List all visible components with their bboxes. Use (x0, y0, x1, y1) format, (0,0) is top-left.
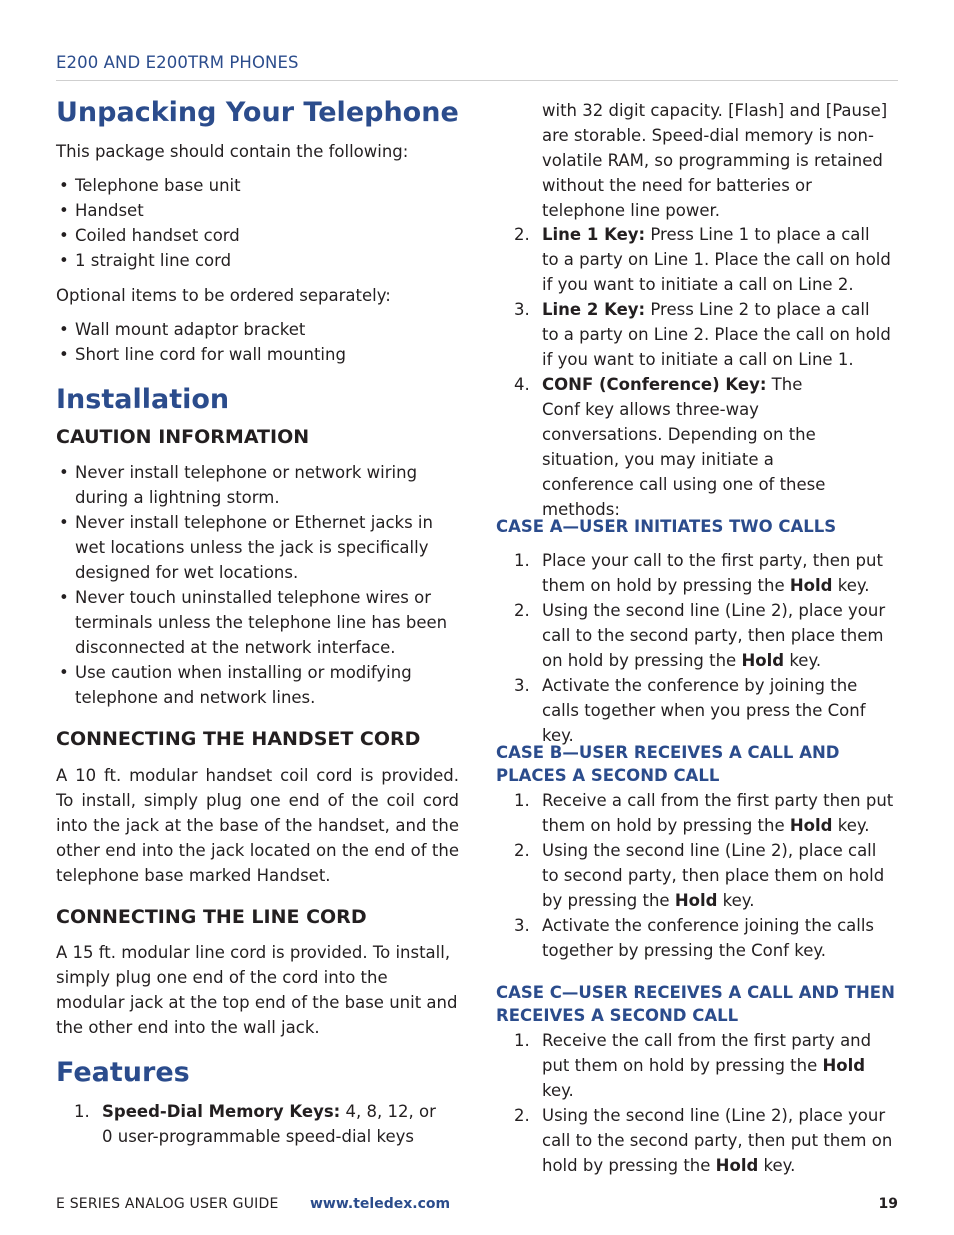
running-header: E200 AND E200TRM PHONES (56, 53, 299, 72)
item-number: 3. (514, 676, 530, 695)
unpacking-intro: This package should contain the following: (56, 142, 409, 161)
list-item (496, 673, 898, 748)
case-c-steps (496, 1028, 898, 1178)
features-list-continued (496, 222, 891, 522)
footer-url-link[interactable]: www.teledex.com (310, 1196, 451, 1212)
list-item: • Short line cord for wall mounting (56, 342, 346, 367)
item-number: 1. (514, 551, 530, 570)
case-a-title: CASE A—USER INITIATES TWO CALLS (496, 517, 837, 536)
list-item: • Use caution when installing or modifying telephone and network lines. (56, 660, 459, 710)
hold-key-label: Hold (789, 816, 833, 835)
step-text-end: key. (832, 816, 870, 835)
item-number: 3. (514, 916, 530, 935)
handset-cord-title: CONNECTING THE HANDSET CORD (56, 728, 421, 750)
list-item (56, 1099, 436, 1149)
step-text-end: key. (832, 576, 870, 595)
caution-title: CAUTION INFORMATION (56, 426, 310, 448)
item-number: 1. (74, 1102, 90, 1121)
unpacking-title: Unpacking Your Telephone (56, 97, 459, 128)
list-item (496, 598, 898, 673)
step-text-end: key. (717, 891, 755, 910)
item-text: The Conf key allows three-way conversations. Depending on the situation, you may initiate a conference call using one of these methods: (542, 375, 826, 519)
step-text: Activate the conference by joining the calls together when you press the Conf key. (542, 676, 866, 745)
step-text: Receive the call from the first party and put them on hold by pressing the (542, 1031, 872, 1075)
hold-key-label: Hold (789, 576, 833, 595)
step-text-end: key. (542, 1081, 574, 1100)
hold-key-label: Hold (822, 1056, 866, 1075)
item-number: 1. (514, 791, 530, 810)
features-title: Features (56, 1057, 190, 1088)
line-cord-text: A 15 ft. modular line cord is provided. To install, simply plug one end of the cord into the modular jack at the top end of the base unit and the other end into the wall jack. (56, 943, 458, 1037)
item-label: Speed-Dial Memory Keys: (102, 1102, 341, 1121)
list-item: • Coiled handset cord (56, 223, 241, 248)
list-item: • Never touch uninstalled telephone wires or terminals unless the telephone line has been disconnected at the network interface. (56, 585, 459, 660)
step-text: Receive a call from the first party then put them on hold by pressing the (542, 791, 894, 835)
installation-title: Installation (56, 384, 230, 415)
list-item (496, 1103, 898, 1178)
item-label: Line 2 Key: (542, 300, 646, 319)
item-number: 2. (514, 225, 530, 244)
list-item: • Never install telephone or network wiring during a lightning storm. (56, 460, 459, 510)
case-c-title: CASE C—USER RECEIVES A CALL AND THEN RECEIVES A SECOND CALL (496, 983, 895, 1025)
package-contents-list (56, 173, 241, 273)
list-item (496, 222, 891, 297)
item-number: 2. (514, 601, 530, 620)
hold-key-label: Hold (741, 651, 785, 670)
case-a-steps (496, 548, 898, 748)
item-number: 2. (514, 1106, 530, 1125)
step-text: Using the second line (Line 2), place call to second party, then place them on hold by pressing the (542, 841, 885, 910)
header-rule (56, 80, 898, 81)
optional-items-list (56, 317, 346, 367)
list-item: • Never install telephone or Ethernet jacks in wet locations unless the jack is specifically designed for wet locations. (56, 510, 459, 585)
step-text: Place your call to the first party, then put them on hold by pressing the (542, 551, 883, 595)
item-number: 3. (514, 300, 530, 319)
item-number: 2. (514, 841, 530, 860)
optional-intro: Optional items to be ordered separately: (56, 286, 391, 305)
list-item (496, 788, 898, 838)
list-item (496, 913, 898, 963)
footer-guide-title: E SERIES ANALOG USER GUIDE (56, 1196, 279, 1212)
case-b-steps (496, 788, 898, 963)
list-item: • Wall mount adaptor bracket (56, 317, 346, 342)
list-item (496, 548, 898, 598)
step-text: Using the second line (Line 2), place your call to the second party, then put them on hold by pressing the (542, 1106, 893, 1175)
step-text-end: key. (758, 1156, 796, 1175)
item-label: Line 1 Key: (542, 225, 646, 244)
page-number: 19 (878, 1196, 898, 1212)
list-item: • Handset (56, 198, 241, 223)
speed-dial-continuation: with 32 digit capacity. [Flash] and [Pause] are storable. Speed-dial memory is non-volatile RAM, so programming is retained without the need for batteries or telephone line power. (542, 101, 888, 220)
list-item (496, 838, 898, 913)
item-text: 4, 8, 12, or 0 user-programmable speed-dial keys (102, 1102, 436, 1146)
hold-key-label: Hold (674, 891, 718, 910)
step-text: Using the second line (Line 2), place your call to the second party, then place them on hold by pressing the (542, 601, 886, 670)
item-number: 4. (514, 375, 530, 394)
list-item (496, 1028, 898, 1103)
list-item: • 1 straight line cord (56, 248, 241, 273)
step-text: Activate the conference joining the calls together by pressing the Conf key. (542, 916, 875, 960)
item-number: 1. (514, 1031, 530, 1050)
step-text-end: key. (784, 651, 822, 670)
item-text: Press Line 2 to place a call to a party on Line 2. Place the call on hold if you want to initiate a call on Line 1. (542, 300, 891, 369)
features-list (56, 1099, 436, 1149)
hold-key-label: Hold (715, 1156, 759, 1175)
list-item (496, 297, 891, 372)
item-text: Press Line 1 to place a call to a party on Line 1. Place the call on hold if you want to initiate a call on Line 2. (542, 225, 891, 294)
caution-list (56, 460, 459, 710)
handset-cord-text: A 10 ft. modular handset coil cord is provided. To install, simply plug one end of the coil cord into the jack at the base of the handset, and the other end into the jack located on the end of the telephone base marked Handset. (56, 766, 459, 885)
item-label: CONF (Conference) Key: (542, 375, 767, 394)
line-cord-title: CONNECTING THE LINE CORD (56, 906, 367, 928)
case-b-title: CASE B—USER RECEIVES A CALL AND PLACES A SECOND CALL (496, 743, 840, 785)
list-item (496, 372, 891, 522)
list-item: • Telephone base unit (56, 173, 241, 198)
